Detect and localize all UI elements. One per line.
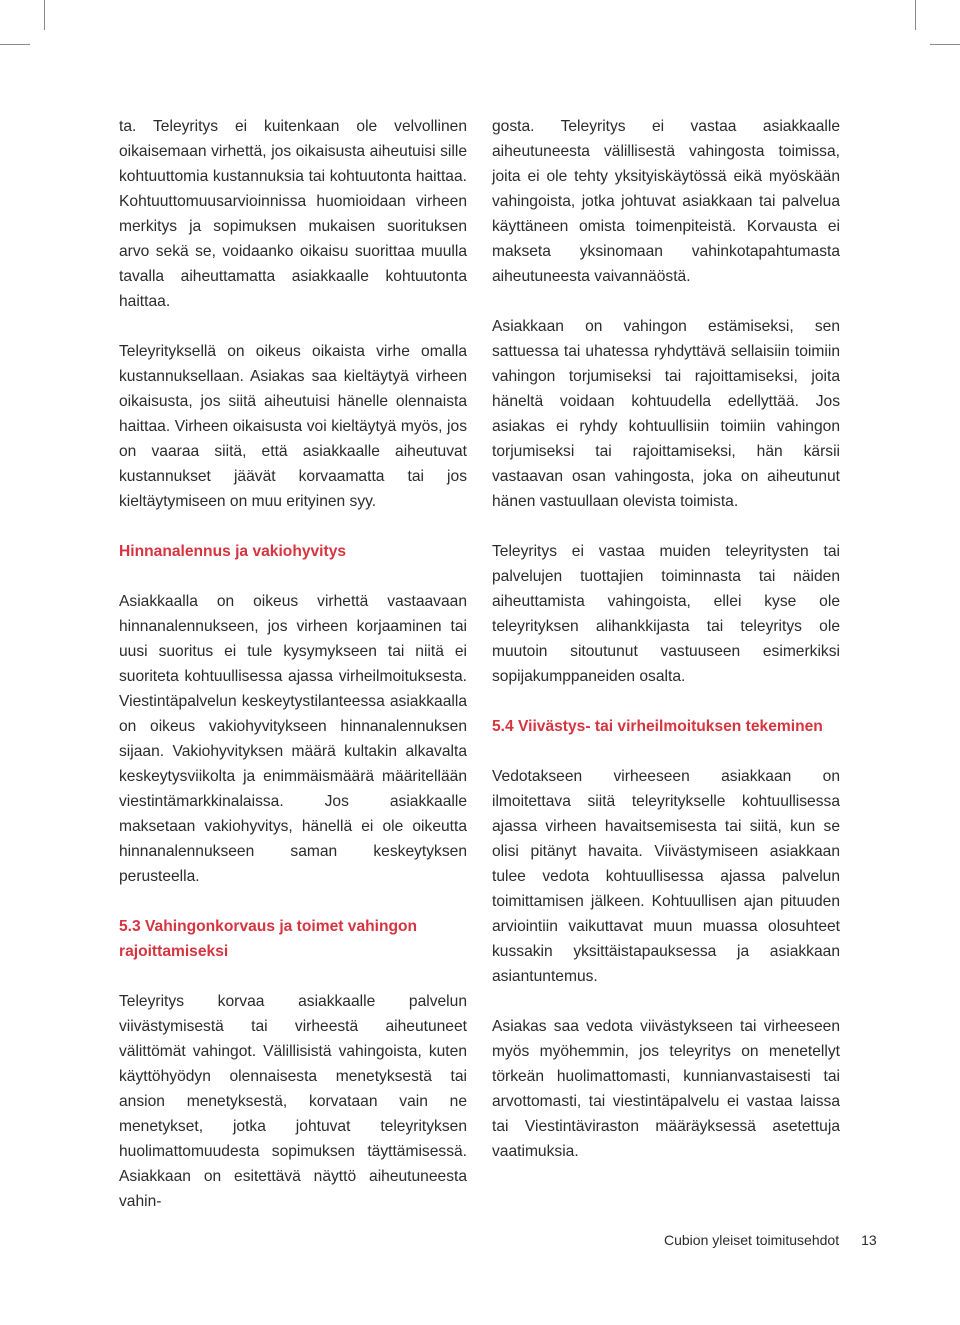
heading-damages: 5.3 Vahingonkorvaus ja toimet vahingon rajoittamiseksi bbox=[119, 918, 418, 960]
paragraph-notification: Vedotakseen virheeseen asiakkaan on ilmoitettava siitä teleyritykselle kohtuullisessa ajassa virheen havaitsemisesta tai siitä, kun se olisi pitänyt havaita. Viivästymiseen asiakkaan tulee vedota kohtuullisessa ajassa palvelun toimittamisen jälkeen. Kohtuullisen ajan pituuden arviointiin vaikuttavat muun muassa olosuhteet kussakin yksittäistapauksessa ja asiakkaan asiantuntemus. bbox=[492, 768, 840, 985]
paragraph-correction-rights: Teleyrityksellä on oikeus oikaista virhe omalla kustannuksellaan. Asiakas saa kieltäytyä virheen oikaisusta, jos siitä aiheutuisi hänelle olennaista haittaa. Virheen oikaisusta voi kieltäytyä myös, jos on vaaraa siitä, että asiakkaalle aiheutuvat kustannukset jäävät korvaamatta tai jos kieltäytymiseen on muu erityinen syy. bbox=[119, 343, 467, 510]
right-column bbox=[492, 114, 840, 1189]
crop-mark-top-left bbox=[44, 0, 45, 30]
page-number: 13 bbox=[861, 1232, 877, 1248]
paragraph-damages: Teleyritys korvaa asiakkaalle palvelun viivästymisestä tai virheestä aiheutuneet välittömät vahingot. Välillisistä vahingoista, kuten käyttöhyödyn olennaisesta menetyksestä tai ansion menetyksestä, korvataan vain ne menetykset, jotka johtuvat teleyrityksen huolimattomuudesta sopimuksen täyttämisessä. Asiakkaan on esitettävä näyttö aiheutuneesta vahin- bbox=[119, 993, 467, 1210]
crop-mark-right-top bbox=[930, 44, 960, 45]
page-footer bbox=[664, 1229, 877, 1251]
paragraph-damage-prevention: Asiakkaan on vahingon estämiseksi, sen sattuessa tai uhatessa ryhdyttävä sellaisiin toimiin vahingon torjumiseksi tai rajoittamiseksi, joita häneltä voidaan kohtuudella edellyttää. Jos asiakas ei ryhdy kohtuullisiin toimiin vahingon torjumiseksi tai rajoittamiseksi, hän kärsii vastaavan osan vahingosta, joka on aiheutunut hänen vastuullaan olevista toimista. bbox=[492, 318, 840, 510]
left-column bbox=[119, 114, 467, 1239]
paragraph-price-reduction: Asiakkaalla on oikeus virhettä vastaavaan hinnanalennukseen, jos virheen korjaaminen tai uusi suoritus ei tule kysymykseen tai niitä ei suoriteta kohtuullisessa ajassa virheilmoituksesta. Viestintäpalvelun keskeytystilanteessa asiakkaalla on oikeus vakiohyvitykseen hinnanalennuksen sijaan. Vakiohyvityksen määrä kultakin alkavalta keskeytysviikolta ja enimmäismäärä määritellään viestintämarkkinalaissa. Jos asiakkaalle maksetaan vakiohyvitys, hänellä ei ole oikeutta hinnanalennukseen saman keskeytyksen perusteella. bbox=[119, 593, 467, 885]
paragraph-late-notification: Asiakas saa vedota viivästykseen tai virheeseen myös myöhemmin, jos teleyritys on menetellyt törkeän huolimattomasti, kunnianvastaisesti tai arvottomasti, tai viestintäpalvelu ei vastaa laissa tai Viestintäviraston määräyksessä asetettuja vaatimuksia. bbox=[492, 1018, 840, 1160]
footer-title: Cubion yleiset toimitusehdot bbox=[664, 1232, 840, 1248]
paragraph-third-party: Teleyritys ei vastaa muiden teleyritysten tai palvelujen tuottajien toiminnasta tai näiden aiheuttamista vahingoista, ellei kyse ole teleyrityksen alihankkijasta tai teleyritys ole muutoin sitoutunut vastuuseen esimerkiksi sopijakumppaneiden osalta. bbox=[492, 543, 840, 685]
crop-mark-top-right bbox=[915, 0, 916, 30]
paragraph-indirect-damages: gosta. Teleyritys ei vastaa asiakkaalle aiheutuneesta välillisestä vahingosta toimissa, joita ei ole tehty yksityiskäytössä eikä myöskään vahingoista, jotka johtuvat asiakkaan tai palvelua käyttäneen omista toimenpiteistä. Korvausta ei makseta yksinomaan vahinkotapahtumasta aiheutuneesta vaivannäöstä. bbox=[492, 118, 840, 285]
crop-mark-left-top bbox=[0, 44, 30, 45]
heading-notification: 5.4 Viivästys- tai virheilmoituksen tekeminen bbox=[492, 718, 823, 735]
heading-price-reduction: Hinnanalennus ja vakiohyvitys bbox=[119, 543, 347, 560]
paragraph-correction-limits: ta. Teleyritys ei kuitenkaan ole velvollinen oikaisemaan virhettä, jos oikaisusta aiheutuisi sille kohtuuttomia kustannuksia tai kohtuutonta haittaa. Kohtuuttomuusarvioinnissa huomioidaan virheen merkitys ja sopimuksen mukaisen suorituksen arvo sekä se, voidaanko oikaisu suorittaa muulla tavalla aiheuttamatta asiakkaalle kohtuutonta haittaa. bbox=[119, 118, 467, 310]
